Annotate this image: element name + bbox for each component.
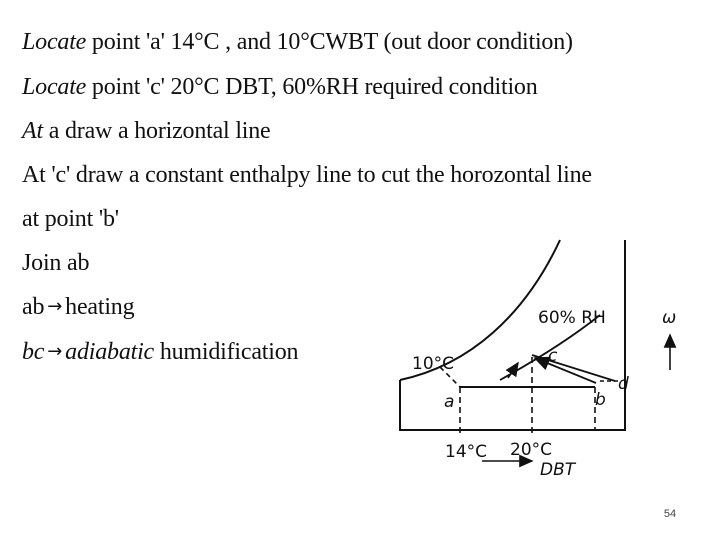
arrow-bc [535,358,596,383]
text-line-5: at point 'b' [22,206,119,232]
chart-frame [400,240,625,430]
x-axis-label: DBT [540,460,576,480]
text-line-4: At 'c' draw a constant enthalpy line to cut the horozontal line [22,162,592,188]
psychrometric-chart [360,235,690,490]
text-line-3: At a draw a horizontal line [22,118,271,144]
temp-a-label: 14°C [445,442,488,462]
wbt-label: 10°C [412,354,455,374]
text-line-8: bc → adiabatic humidification [22,339,299,365]
right-arrow-icon: → [47,296,63,317]
rh-label: 60% RH [538,308,606,328]
y-axis-label: ω [662,308,677,328]
text-line-6: Join ab [22,250,90,276]
point-d-label: d [618,374,629,394]
text-line-7: ab → heating [22,294,135,320]
right-arrow-icon: → [47,341,63,362]
point-b-label: b [595,390,606,410]
text-line-1: Locate point 'a' 14°C , and 10°CWBT (out door condition) [22,29,573,55]
line-cd [532,355,615,381]
point-c-label: c [548,346,558,366]
temp-c-label: 20°C [510,440,553,460]
text-line-2: Locate point 'c' 20°C DBT, 60%RH required condition [22,74,538,100]
page-number: 54 [663,508,677,520]
point-a-label: a [444,392,455,412]
